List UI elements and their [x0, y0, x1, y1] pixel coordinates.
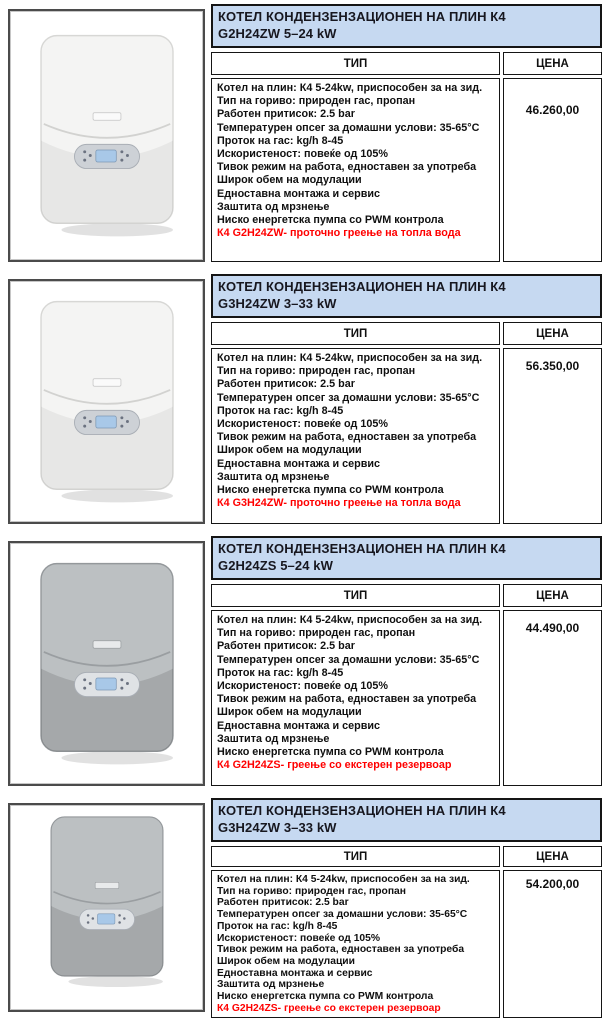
spec-line: Широк обем на модулации [217, 444, 362, 457]
spec-line: Искористеност: повеќе од 105% [217, 418, 388, 431]
spec-line: Проток на гас: kg/h 8-45 [217, 666, 344, 679]
highlight-line: К4 G3H24ZW- проточно греење на топла вода [217, 497, 461, 510]
spec-line: Работен притисок: 2.5 bar [217, 378, 355, 391]
product-title [211, 798, 602, 842]
boiler-image [38, 813, 176, 991]
product-row [8, 798, 602, 1012]
price-cell [503, 78, 602, 262]
spec-line: Искористеност: повеќе од 105% [217, 932, 381, 944]
spec-line: Котел на плин: К4 5-24kw, приспособен за на зид. [217, 874, 470, 885]
spec-line: Проток на гас: kg/h 8-45 [217, 134, 344, 147]
spec-line: Едноставна монтажа и сервис [217, 967, 373, 979]
price-cell [503, 348, 602, 524]
highlight-line: К4 G2H24ZS- греење со екстерен резервоар [217, 759, 452, 772]
spec-list [211, 348, 500, 524]
spec-list [211, 610, 500, 786]
column-header-price: ЦЕНА [503, 52, 602, 75]
spec-line: Проток на гас: kg/h 8-45 [217, 920, 338, 932]
spec-line: Температурен опсег за домашни услови: 35-65°C [217, 909, 468, 921]
spec-line: Тивок режим на работа, едноставен за употреба [217, 944, 465, 956]
spec-line: Заштита од мрзнење [217, 470, 330, 483]
highlight-line: К4 G2H24ZS- греење со екстерен резервоар [217, 1002, 441, 1014]
spec-line: Котел на плин: К4 5-24kw, приспособен за на зид. [217, 614, 483, 626]
price-value: 46.260,00 [525, 103, 580, 117]
product-photo-cell [8, 541, 205, 786]
price-list-document [0, 4, 610, 1012]
product-photo-cell [8, 279, 205, 524]
spec-list [211, 870, 500, 1018]
spec-line: Котел на плин: К4 5-24kw, приспособен за на зид. [217, 82, 483, 94]
spec-line: Заштита од мрзнење [217, 200, 330, 213]
boiler-control-panel [79, 909, 134, 929]
spec-line: Едноставна монтажа и сервис [217, 187, 381, 200]
spec-line: Тивок режим на работа, едноставен за употреба [217, 431, 477, 444]
spec-line: Работен притисок: 2.5 bar [217, 108, 355, 121]
column-header-type: ТИП [211, 52, 500, 75]
product-title-line2: G3H24ZW 3–33 kW [218, 819, 337, 835]
boiler-control-panel [74, 672, 139, 696]
column-header-price: ЦЕНА [503, 322, 602, 345]
boiler-control-panel [74, 410, 139, 434]
spec-line: Ниско енергетска пумпа со PWM контрола [217, 746, 444, 759]
boiler-control-panel [74, 144, 139, 168]
spec-line: Котел на плин: К4 5-24kw, приспособен за на зид. [217, 352, 483, 364]
spec-line: Температурен опсег за домашни услови: 35-65°C [217, 391, 480, 404]
spec-line: Тип на гориво: природен гас, пропан [217, 627, 416, 640]
column-header-type: ТИП [211, 584, 500, 607]
spec-line: Ниско енергетска пумпа со PWM контрола [217, 214, 444, 227]
product-spec-table [211, 846, 602, 1018]
spec-line: Тип на гориво: природен гас, пропан [217, 885, 407, 897]
price-value: 54.200,00 [525, 877, 580, 891]
price-value: 44.490,00 [525, 621, 580, 635]
spec-list [211, 78, 500, 262]
product-photo-cell [8, 803, 205, 1012]
product-row [8, 4, 602, 262]
spec-line: Искористеност: повеќе од 105% [217, 680, 388, 693]
column-header-type: ТИП [211, 322, 500, 345]
spec-line: Тип на гориво: природен гас, пропан [217, 365, 416, 378]
product-title [211, 536, 602, 580]
product-spec-table [211, 52, 602, 262]
boiler-image [28, 552, 186, 776]
product-photo-cell [8, 9, 205, 262]
column-header-type: ТИП [211, 846, 500, 867]
spec-line: Заштита од мрзнење [217, 732, 330, 745]
product-title-line1: КОТЕЛ КОНДЕНЗЕНЗАЦИОНЕН НА ПЛИН К4 [218, 9, 506, 24]
product-title-line2: G2H24ZW 5–24 kW [218, 25, 337, 41]
spec-line: Тип на гориво: природен гас, пропан [217, 95, 416, 108]
product-title-line1: КОТЕЛ КОНДЕНЗЕНЗАЦИОНЕН НА ПЛИН К4 [218, 541, 506, 556]
product-title-line2: G2H24ZS 5–24 kW [218, 557, 333, 573]
spec-line: Тивок режим на работа, едноставен за употреба [217, 693, 477, 706]
price-value: 56.350,00 [525, 359, 580, 373]
spec-line: Искористеност: повеќе од 105% [217, 148, 388, 161]
spec-line: Работен притисок: 2.5 bar [217, 640, 355, 653]
spec-line: Температурен опсег за домашни услови: 35-65°C [217, 653, 480, 666]
spec-line: Заштита од мрзнење [217, 979, 325, 991]
column-header-price: ЦЕНА [503, 584, 602, 607]
product-title [211, 274, 602, 318]
product-title-line2: G3H24ZW 3–33 kW [218, 295, 337, 311]
boiler-image [28, 24, 186, 248]
product-title [211, 4, 602, 48]
price-cell [503, 870, 602, 1018]
spec-line: Широк обем на модулации [217, 174, 362, 187]
spec-line: Ниско енергетска пумпа со PWM контрола [217, 991, 434, 1003]
spec-line: Едноставна монтажа и сервис [217, 719, 381, 732]
spec-line: Тивок режим на работа, едноставен за употреба [217, 161, 477, 174]
spec-line: Широк обем на модулации [217, 706, 362, 719]
highlight-line: К4 G2H24ZW- проточно греење на топла вода [217, 227, 461, 240]
product-row [8, 274, 602, 524]
spec-line: Ниско енергетска пумпа со PWM контрола [217, 484, 444, 497]
spec-line: Проток на гас: kg/h 8-45 [217, 404, 344, 417]
price-cell [503, 610, 602, 786]
column-header-price: ЦЕНА [503, 846, 602, 867]
product-title-line1: КОТЕЛ КОНДЕНЗЕНЗАЦИОНЕН НА ПЛИН К4 [218, 803, 506, 818]
product-spec-table [211, 322, 602, 524]
product-row [8, 536, 602, 786]
boiler-image [28, 290, 186, 514]
spec-line: Работен притисок: 2.5 bar [217, 897, 349, 909]
spec-line: Едноставна монтажа и сервис [217, 457, 381, 470]
spec-line: Широк обем на модулации [217, 955, 355, 967]
product-spec-table [211, 584, 602, 786]
spec-line: Температурен опсег за домашни услови: 35-65°C [217, 121, 480, 134]
product-title-line1: КОТЕЛ КОНДЕНЗЕНЗАЦИОНЕН НА ПЛИН К4 [218, 279, 506, 294]
